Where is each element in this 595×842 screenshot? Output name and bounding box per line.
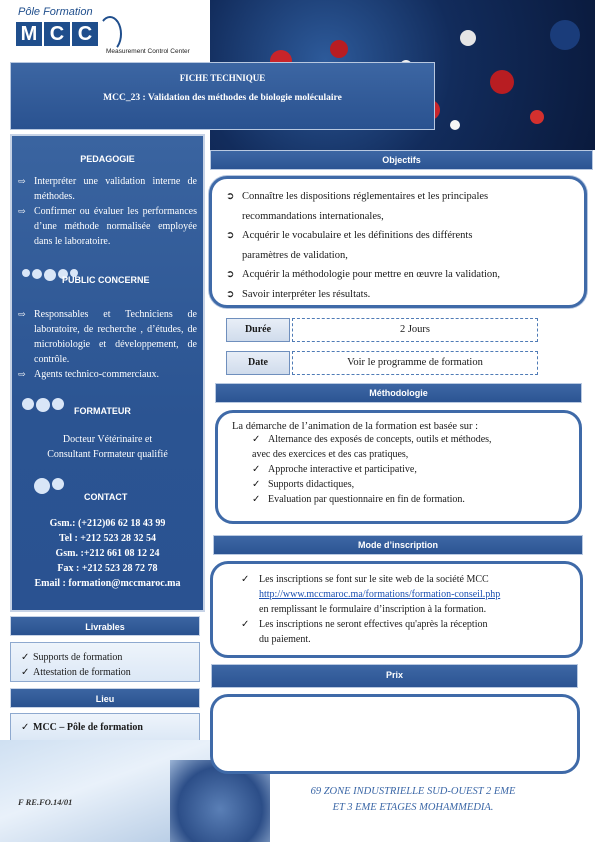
list-item-continuation: paramètres de validation, — [242, 249, 348, 261]
check-icon: ✓ — [21, 667, 30, 678]
list-item-continuation — [241, 587, 566, 602]
check-icon: ✓ — [252, 434, 261, 445]
logo-swoosh-icon — [98, 16, 122, 52]
check-icon: ✓ — [21, 722, 30, 733]
mcc-logo — [14, 6, 214, 58]
list-item: ⇨ Interpréter une validation interne de méthodes. — [18, 176, 197, 202]
formateur-heading-row — [12, 396, 203, 432]
contact-fax: Fax : +212 523 28 72 78 — [57, 563, 158, 574]
logo-letters — [16, 22, 98, 46]
list-item-continuation: avec des exercices et des cas pratiques, — [252, 449, 409, 460]
address — [258, 784, 568, 816]
pedagogie-list — [12, 174, 203, 249]
arrow-icon: ⇨ — [18, 369, 26, 379]
contact-heading: CONTACT — [84, 492, 128, 502]
list-item-continuation: du paiement. — [259, 634, 311, 645]
prix-heading: Prix — [211, 664, 578, 688]
document-type: FICHE TECHNIQUE — [179, 73, 266, 83]
logo-pole-text: Pôle Formation — [18, 6, 93, 18]
public-heading: PUBLIC CONCERNE — [62, 275, 150, 285]
address-line: 69 ZONE INDUSTRIELLE SUD-OUEST 2 EME — [310, 786, 516, 797]
list-item: ⇨ Confirmer ou évaluer les performances d’une méthode normalisée employée dans le laboratoire. — [18, 206, 197, 247]
title-banner — [10, 62, 435, 130]
objectifs-heading: Objectifs — [210, 150, 593, 170]
list-item-continuation: en remplissant le formulaire d’inscription à la formation. — [259, 604, 487, 615]
check-icon: ✓ — [252, 479, 261, 490]
duree-value: 2 Jours — [292, 318, 538, 342]
contact-gsm: Gsm.: (+212)06 62 18 43 99 — [49, 518, 166, 529]
contact-gsm2: Gsm. :+212 661 08 12 24 — [55, 548, 160, 559]
arrow-icon: ➲ — [226, 230, 235, 241]
list-item: ➲ Connaître les dispositions réglementaires et les principales — [226, 187, 570, 207]
list-item: ✓ Evaluation par questionnaire en fin de formation. — [252, 494, 465, 505]
formateur-line: Docteur Vétérinaire et — [62, 434, 153, 445]
contact-tel: Tel : +212 523 28 32 54 — [59, 533, 156, 544]
methodologie-intro: La démarche de l’animation de la formation est basée sur : — [232, 421, 479, 432]
inscription-list — [213, 564, 580, 647]
arrow-icon: ➲ — [226, 191, 235, 202]
methodologie-list — [218, 432, 579, 507]
check-icon: ✓ — [252, 464, 261, 475]
public-heading-row — [12, 265, 203, 307]
arrow-icon: ⇨ — [18, 309, 26, 319]
lieu-heading: Lieu — [10, 688, 200, 708]
address-line: ET 3 EME ETAGES MOHAMMEDIA. — [332, 802, 494, 813]
logo-letter: C — [44, 22, 70, 46]
list-item: ➲ Acquérir le vocabulaire et les définitions des différents — [226, 226, 570, 246]
pedagogie-heading: PEDAGOGIE — [80, 154, 135, 164]
objectifs-list — [212, 179, 584, 304]
contact-heading-row — [12, 474, 203, 510]
contact-details — [12, 516, 203, 591]
course-title: MCC_23 : Validation des méthodes de biologie moléculaire — [103, 93, 342, 103]
livrables-list — [10, 642, 200, 682]
trainer-icon — [22, 398, 64, 412]
methodologie-heading: Méthodologie — [215, 383, 582, 403]
list-item: ⇨ Responsables et Techniciens de laboratoire, de recherche , d’études, de microbiologie et développement, de contrôle. — [18, 309, 197, 365]
duree-label: Durée — [226, 318, 290, 342]
arrow-icon: ⇨ — [18, 206, 26, 216]
list-item: ✓ MCC – Pôle de formation — [21, 722, 143, 733]
list-item-continuation: recommandations internationales, — [242, 210, 384, 222]
logo-letter: C — [72, 22, 98, 46]
methodologie-box — [215, 410, 582, 524]
list-item: ✓ Attestation de formation — [21, 667, 131, 678]
arrow-icon: ➲ — [226, 269, 235, 280]
livrables-heading: Livrables — [10, 616, 200, 636]
arrow-icon: ⇨ — [18, 176, 26, 186]
formateur-heading: FORMATEUR — [74, 406, 131, 416]
check-icon: ✓ — [252, 494, 261, 505]
left-sidebar — [10, 134, 205, 612]
contact-email[interactable]: Email : formation@mccmaroc.ma — [34, 578, 181, 589]
arrow-icon: ➲ — [226, 288, 235, 300]
lieu-list — [10, 713, 200, 741]
logo-tagline: Measurement Control Center — [106, 48, 190, 55]
registration-link[interactable]: http://www.mccmaroc.ma/formations/formation-conseil.php — [259, 589, 501, 600]
inscription-heading: Mode d’inscription — [213, 535, 583, 555]
check-icon: ✓ — [241, 574, 250, 585]
list-item: ✓ Supports didactiques, — [252, 479, 355, 490]
contact-email-icon — [34, 478, 64, 494]
document-reference: F RE.FO.14/01 — [18, 797, 73, 807]
formateur-line: Consultant Formateur qualifié — [47, 449, 168, 460]
list-item: ✓ Approche interactive et participative, — [252, 464, 417, 475]
date-value: Voir le programme de formation — [292, 351, 538, 375]
public-list — [12, 307, 203, 382]
check-icon: ✓ — [241, 619, 250, 630]
list-item: ➲ Savoir interpréter les résultats. — [226, 285, 570, 305]
list-item: ✓ Alternance des exposés de concepts, outils et méthodes, — [252, 434, 492, 445]
inscription-box — [210, 561, 583, 658]
list-item: ⇨ Agents technico-commerciaux. — [18, 369, 159, 380]
list-item: ✓ Les inscriptions ne seront effectives qu'après la réception — [241, 619, 488, 630]
logo-letter: M — [16, 22, 42, 46]
list-item: ✓ Supports de formation — [21, 652, 123, 663]
list-item: ➲ Acquérir la méthodologie pour mettre en œuvre la validation, — [226, 265, 570, 285]
formateur-details — [12, 432, 203, 462]
check-icon: ✓ — [21, 652, 30, 663]
date-label: Date — [226, 351, 290, 375]
prix-box — [210, 694, 580, 774]
list-item: ✓ Les inscriptions se font sur le site web de la société MCC — [241, 574, 489, 585]
objectifs-box — [209, 176, 587, 308]
